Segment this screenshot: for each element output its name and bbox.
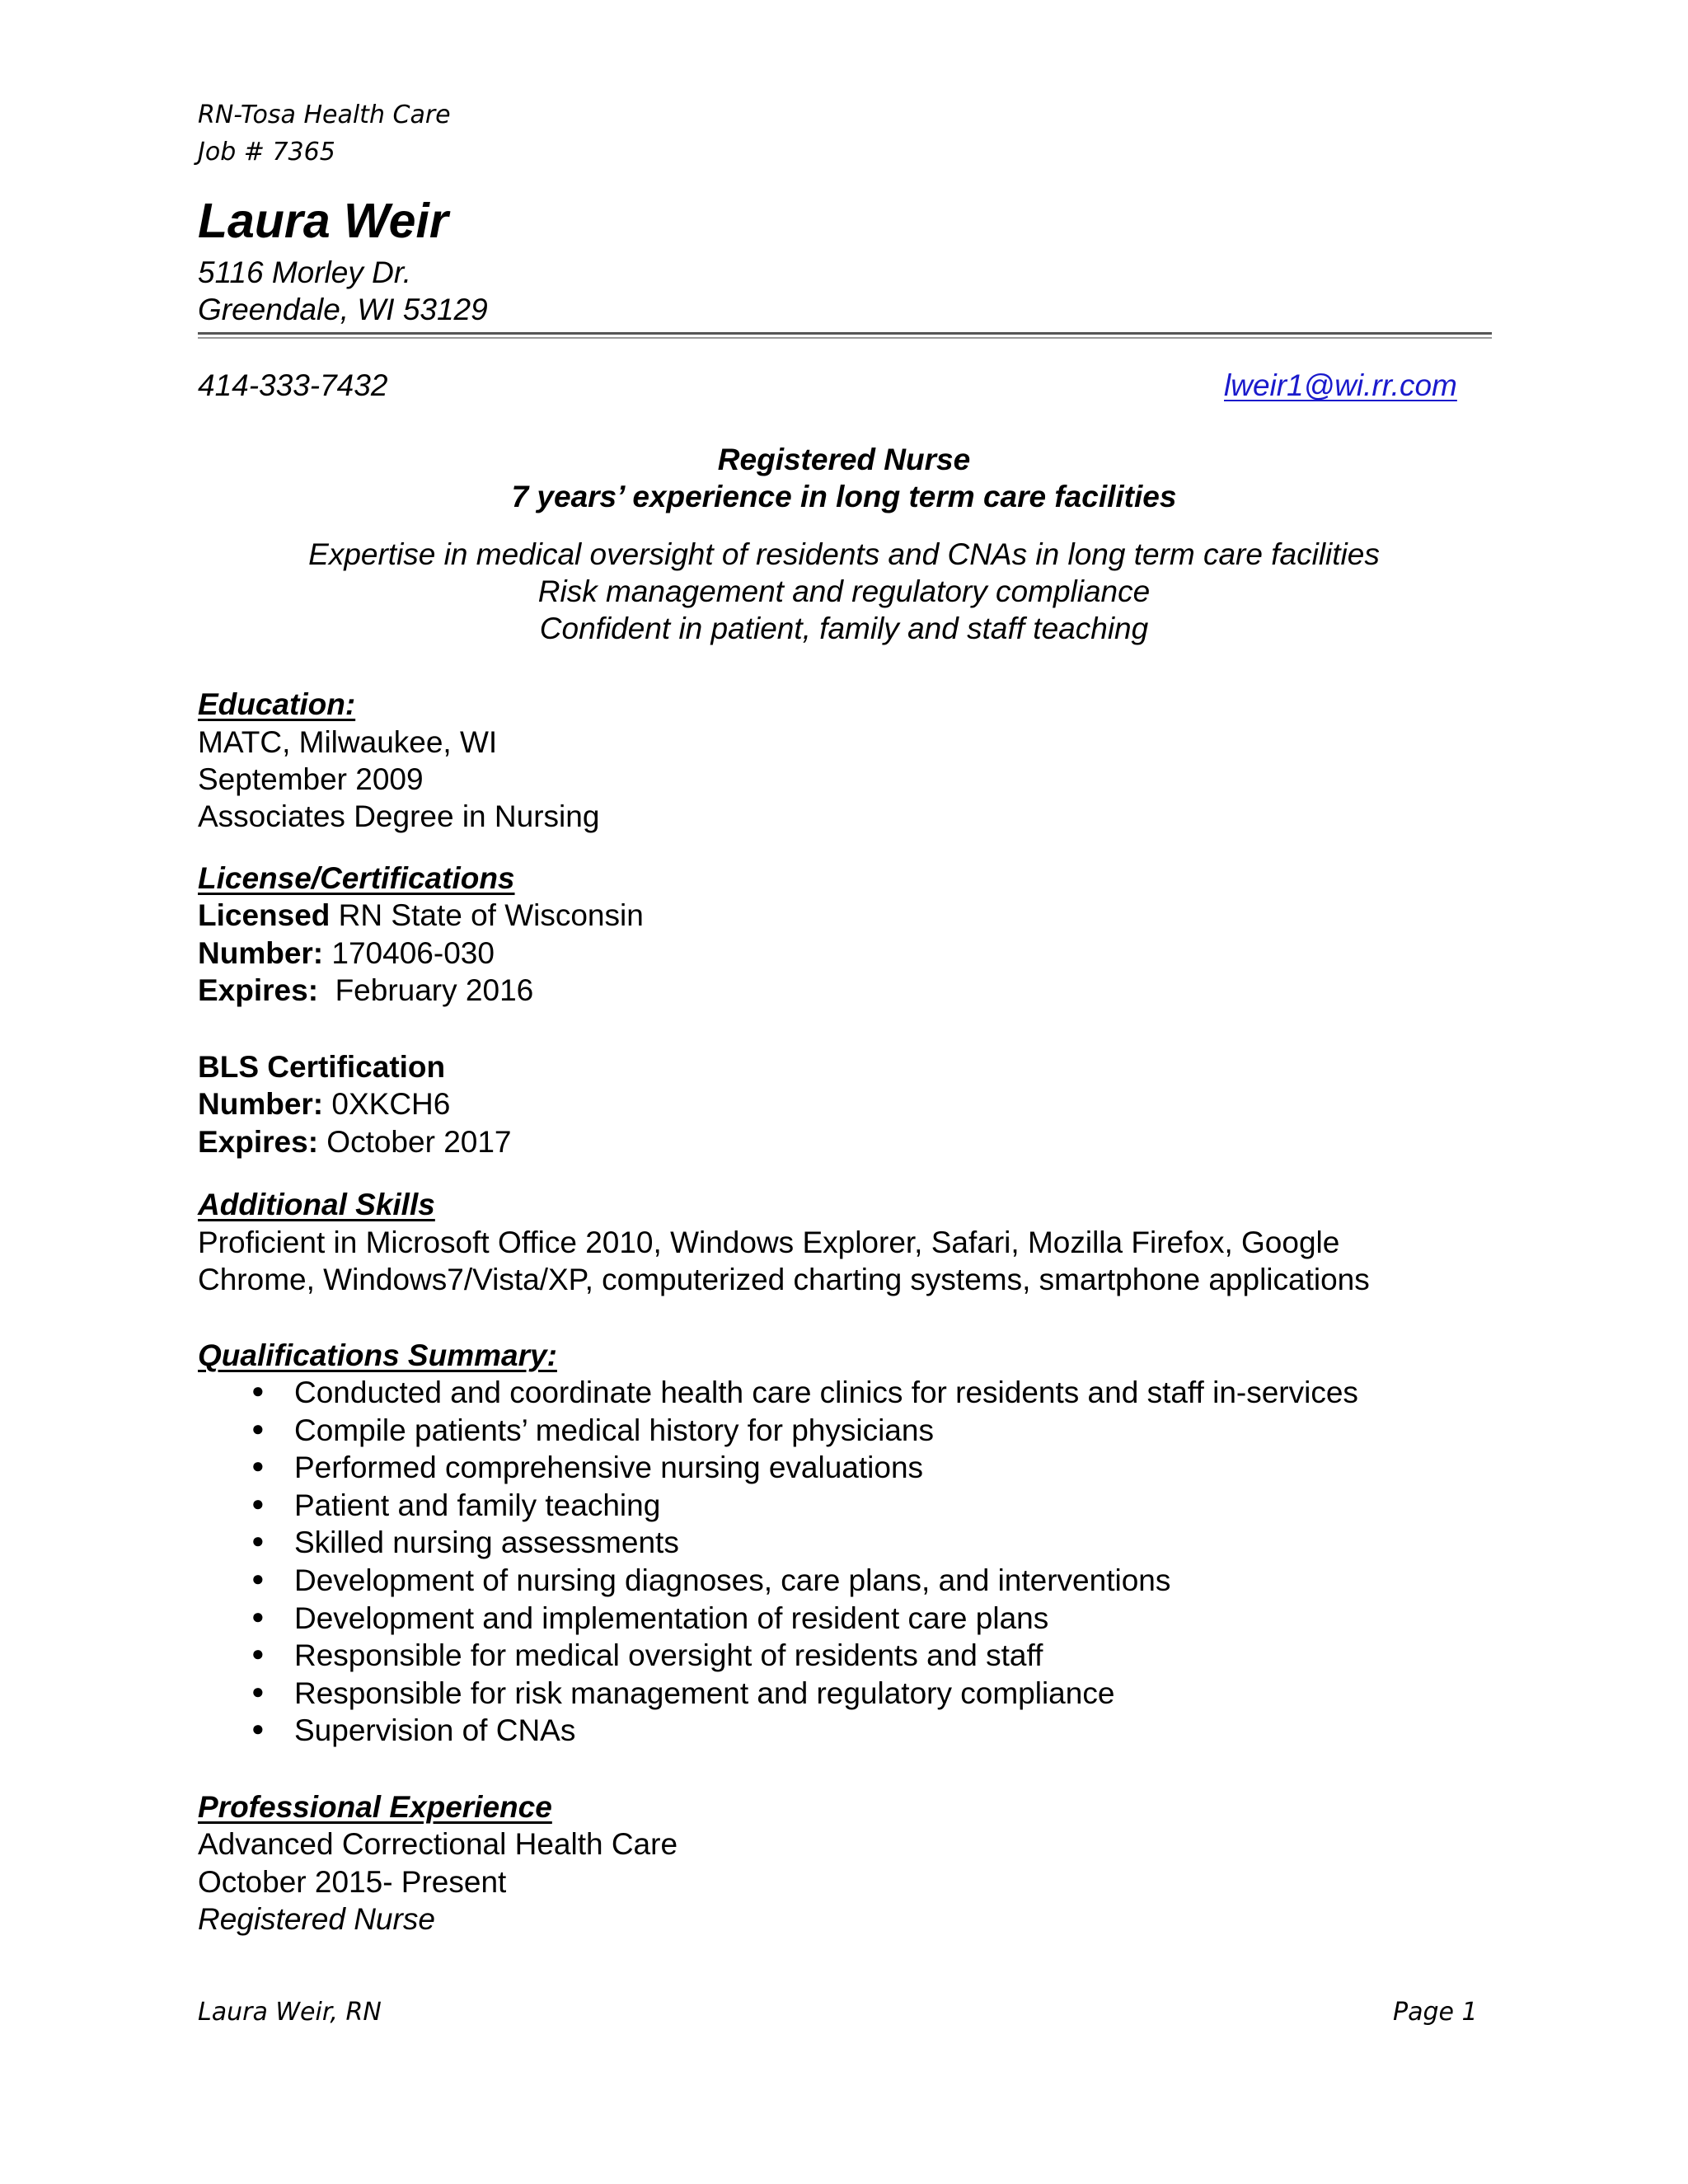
education-degree: Associates Degree in Nursing [198,799,600,833]
footer-author: Laura Weir, RN [198,1998,382,2027]
applicant-name: Laura Weir [198,194,448,248]
skills-heading: Additional Skills [198,1188,435,1221]
address-city: Greendale, WI 53129 [198,293,488,326]
bls-expiry-value: October 2017 [318,1125,512,1159]
headline-title: Registered Nurse [717,443,971,476]
highlight-line: Confident in patient, family and staff teaching [539,612,1149,645]
bullet-icon: ● [251,1491,265,1516]
qualification-item: Responsible for medical oversight of residents and staff [294,1638,1043,1672]
qualification-item: Patient and family teaching [294,1488,661,1522]
bls-expiry [198,1125,512,1160]
qualification-item: Development of nursing diagnoses, care plans, and interventions [294,1563,1171,1597]
education-date: September 2009 [198,762,424,796]
bls-expiry-label: Expires: [198,1125,319,1159]
email-link[interactable]: lweir1@wi.rr.com [1224,368,1457,402]
headline-experience: 7 years’ experience in long term care facilities [511,480,1177,513]
education-heading: Education: [198,687,356,721]
skills-text: Proficient in Microsoft Office 2010, Windows Explorer, Safari, Mozilla Firefox, Google [198,1226,1340,1259]
highlight-line: Risk management and regulatory compliance [537,574,1151,608]
bullet-icon: ● [251,1641,265,1666]
experience-dates: October 2015- Present [198,1865,507,1899]
education-school: MATC, Milwaukee, WI [198,725,498,759]
license-expiry-label: Expires: [198,973,319,1007]
highlight-line: Expertise in medical oversight of residents and CNAs in long term care facilities [308,537,1380,571]
experience-role: Registered Nurse [198,1902,435,1936]
bls-number [198,1087,450,1122]
bls-number-value: 0XKCH6 [323,1087,451,1121]
qualification-item: Compile patients’ medical history for physicians [294,1413,934,1447]
qualifications-heading: Qualifications Summary: [198,1338,557,1372]
header-position-line: RN-Tosa Health Care [198,101,451,129]
qualification-item: Performed comprehensive nursing evaluations [294,1451,924,1484]
phone-number: 414-333-7432 [198,368,388,402]
license-expiry-value: February 2016 [318,973,534,1007]
bls-number-label: Number: [198,1087,324,1121]
bullet-icon: ● [251,1716,265,1741]
address-street: 5116 Morley Dr. [198,255,412,289]
bullet-icon: ● [251,1416,265,1441]
license-number-value: 170406-030 [323,936,495,970]
header-job-number: Job # 7365 [198,138,335,166]
license-status [198,898,644,933]
skills-text: Chrome, Windows7/Vista/XP, computerized charting systems, smartphone applications [198,1263,1370,1296]
bullet-icon: ● [251,1378,265,1403]
license-heading: License/Certifications [198,861,515,895]
qualification-item: Skilled nursing assessments [294,1526,679,1559]
license-status-value: RN State of Wisconsin [330,898,644,932]
license-expiry [198,973,533,1008]
bullet-icon: ● [251,1604,265,1629]
qualification-item: Conducted and coordinate health care clinics for residents and staff in-services [294,1376,1358,1409]
license-number [198,936,495,971]
license-number-label: Number: [198,936,324,970]
experience-employer: Advanced Correctional Health Care [198,1827,678,1861]
bullet-icon: ● [251,1528,265,1553]
bls-heading: BLS Certification [198,1050,446,1084]
experience-heading: Professional Experience [198,1790,552,1824]
header-divider [198,332,1492,335]
qualification-item: Development and implementation of resident care plans [294,1601,1049,1635]
header-divider-secondary [198,337,1492,339]
qualification-item: Responsible for risk management and regulatory compliance [294,1676,1115,1710]
page-number: Page 1 [1393,1998,1478,2027]
bullet-icon: ● [251,1566,265,1591]
qualification-item: Supervision of CNAs [294,1713,576,1747]
bullet-icon: ● [251,1679,265,1704]
license-status-label: Licensed [198,898,331,932]
bullet-icon: ● [251,1453,265,1478]
